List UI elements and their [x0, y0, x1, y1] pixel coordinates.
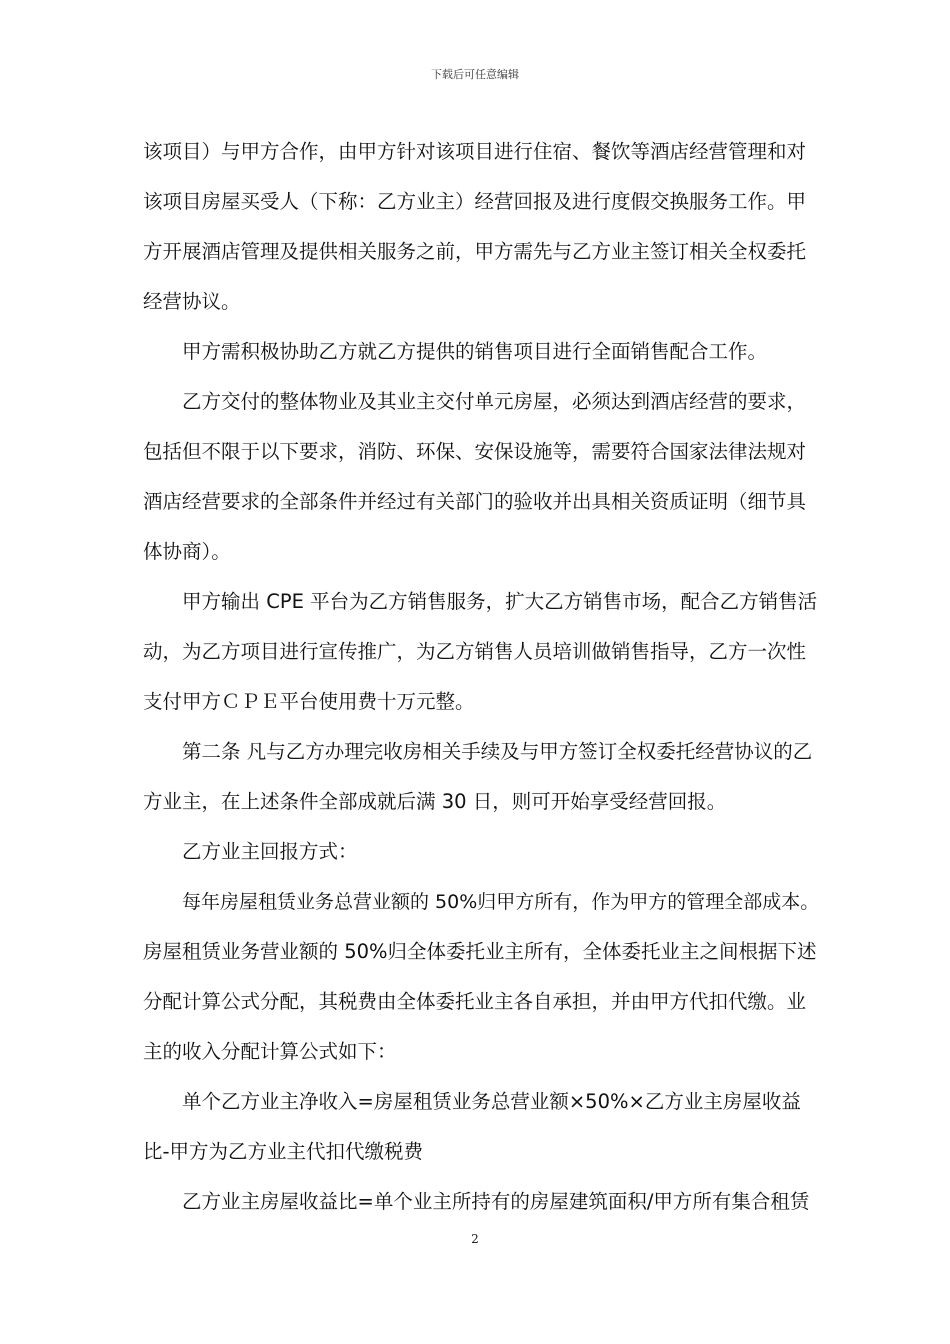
text-line: 动，为乙方项目进行宣传推广，为乙方销售人员培训做销售指导，乙方一次性	[143, 640, 807, 663]
text-line: 比-甲方为乙方业主代扣代缴税费	[143, 1140, 424, 1163]
text-line: 第二条 凡与乙方办理完收房相关手续及与甲方签订全权委托经营协议的乙	[182, 740, 813, 763]
text-line: 房屋租赁业务营业额的 50%归全体委托业主所有，全体委托业主之间根据下述	[143, 940, 817, 963]
text-line: 酒店经营要求的全部条件并经过有关部门的验收并出具相关资质证明（细节具	[143, 490, 807, 513]
text-line: 主的收入分配计算公式如下：	[143, 1040, 397, 1063]
text-line: 方开展酒店管理及提供相关服务之前，甲方需先与乙方业主签订相关全权委托	[143, 240, 807, 263]
text-line: 乙方业主房屋收益比=单个业主所持有的房屋建筑面积/甲方所有集合租赁	[182, 1190, 810, 1213]
text-line: 甲方需积极协助乙方就乙方提供的销售项目进行全面销售配合工作。	[182, 340, 768, 363]
text-line: 方业主，在上述条件全部成就后满 30 日，则可开始享受经营回报。	[143, 790, 727, 813]
text-line: 乙方业主回报方式：	[182, 840, 358, 863]
text-line: 甲方输出 CPE 平台为乙方销售服务，扩大乙方销售市场，配合乙方销售活	[182, 590, 818, 613]
text-line: 该项目房屋买受人（下称：乙方业主）经营回报及进行度假交换服务工作。甲	[143, 190, 807, 213]
text-line: 经营协议。	[143, 290, 241, 313]
text-line: 体协商）。	[143, 540, 231, 563]
text-line: 支付甲方ＣＰＥ平台使用费十万元整。	[143, 690, 475, 713]
page-number: 2	[471, 1232, 479, 1246]
text-line: 每年房屋租赁业务总营业额的 50%归甲方所有，作为甲方的管理全部成本。	[182, 891, 820, 913]
text-line: 包括但不限于以下要求，消防、环保、安保设施等，需要符合国家法律法规对	[143, 440, 807, 463]
text-line: 该项目）与甲方合作，由甲方针对该项目进行住宿、餐饮等酒店经营管理和对	[143, 140, 807, 163]
page-header: 下载后可任意编辑	[431, 68, 519, 81]
text-line: 单个乙方业主净收入=房屋租赁业务总营业额×50%×乙方业主房屋收益	[182, 1090, 801, 1113]
text-line: 乙方交付的整体物业及其业主交付单元房屋，必须达到酒店经营的要求，	[182, 390, 807, 413]
document-body	[143, 129, 823, 1229]
text-line: 分配计算公式分配，其税费由全体委托业主各自承担，并由甲方代扣代缴。业	[143, 990, 807, 1013]
